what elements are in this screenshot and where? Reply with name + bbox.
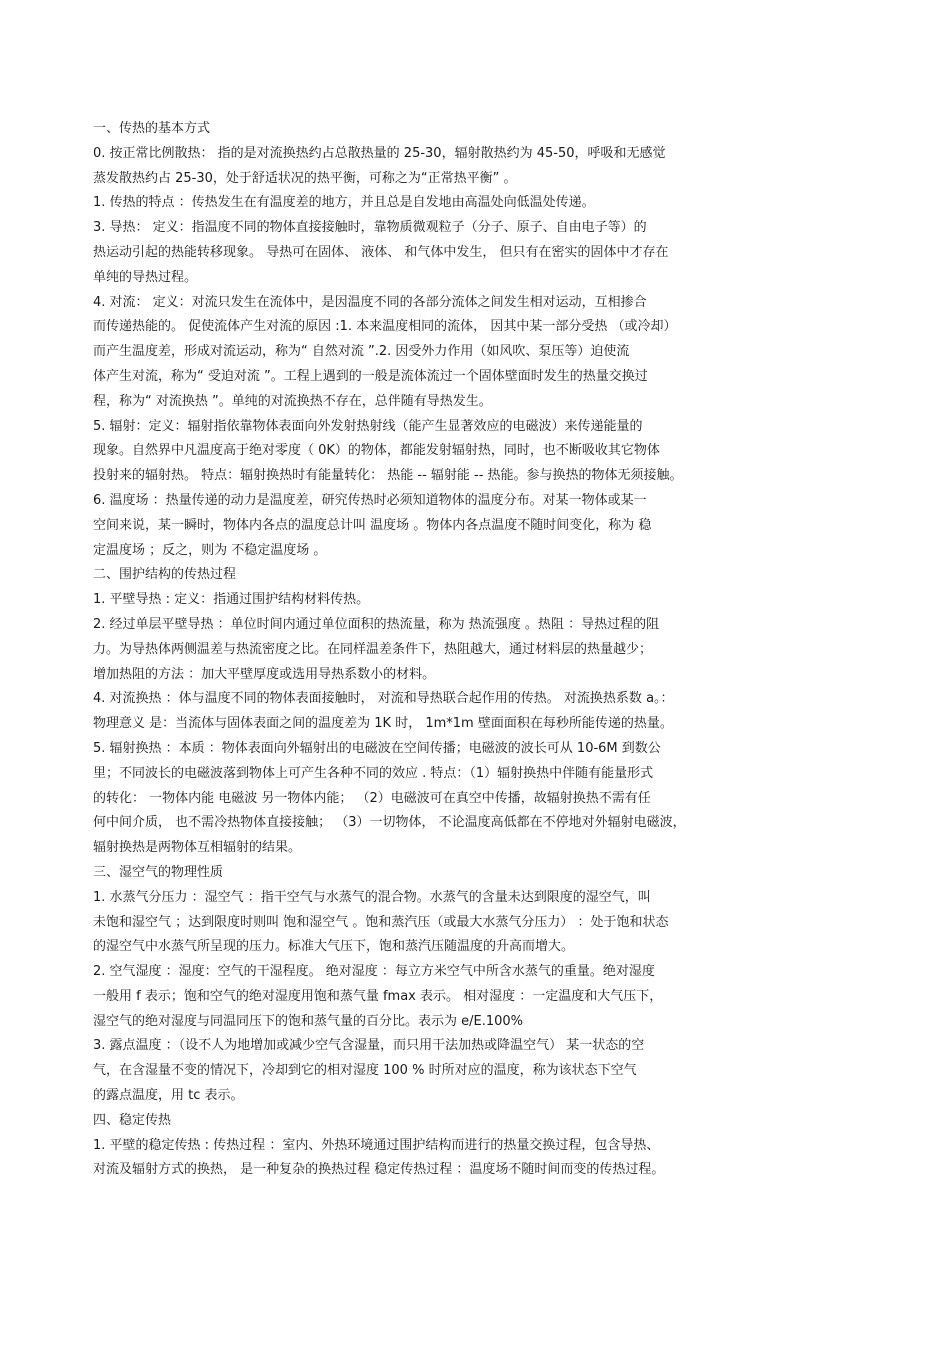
text-line: 对流及辐射方式的换热， 是一种复杂的换热过程 稳定传热过程 ：温度场不随时间而变的传热过程。 [93,1162,665,1178]
text-line: 1. 平壁导热 : 定义：指通过围护结构材料传热。 [93,592,370,608]
text-line: 单纯的导热过程。 [93,269,198,285]
text-line: 辐射换热是两物体互相辐射的结果。 [93,840,302,856]
text-line: 6. 温度场 ：热量传递的动力是温度差，研究传热时必须知道物体的温度分布。对某一物体或某一 [93,492,647,508]
text-line: 的转化： 一物体内能 电磁波 另一物体内能； （2）电磁波可在真空中传播，故辐射换热不需有任 [93,790,651,806]
text-line: 增加热阻的方法 ：加大平壁厚度或选用导热系数小的材料。 [93,666,436,682]
text-line: 未饱和湿空气 ；达到限度时则叫 饱和湿空气 。饱和蒸汽压（或最大水蒸气分压力） ：处于饱和状态 [93,914,669,930]
heading-3: 三、湿空气的物理性质 [93,864,224,880]
text-line: 1. 水蒸气分压力 ：湿空气 ：指干空气与水蒸气的混合物。水蒸气的含量未达到限度的湿空气，叫 [93,889,651,905]
text-line: 湿空气的绝对湿度与同温同压下的饱和蒸气量的百分比。表示为 e/E.100% [93,1013,524,1029]
text-line: 程，称为“ 对流换热 ”。单纯的对流换热不存在，总伴随有导热发生。 [93,393,492,409]
text-line: 4. 对流： 定义：对流只发生在流体中，是因温度不同的各部分流体之间发生相对运动，互相掺合 [93,294,647,310]
text-line: 5. 辐射：定义：辐射指依靠物体表面向外发射热射线（能产生显著效应的电磁波）来传递能量的 [93,418,643,434]
text-line: 而产生温度差，形成对流运动，称为“ 自然对流 ”.2. 因受外力作用（如风吹、泵压等）迫使流 [93,344,630,360]
heading-2: 二、围护结构的传热过程 [93,567,237,583]
text-line: 气，在含湿量不变的情况下，冷却到它的相对湿度 100 % 时所对应的温度，称为该状态下空气 [93,1063,637,1079]
text-line: 力。为导热体两侧温差与热流密度之比。在同样温差条件下，热阻越大，通过材料层的热量越少； [93,641,653,657]
text-line: 0. 按正常比例散热： 指的是对流换热约占总散热量的 25-30，辐射散热约为 45-50，呼吸和无感觉 [93,145,666,161]
text-line: 的湿空气中水蒸气所呈现的压力。标准大气压下，饱和蒸汽压随温度的升高而增大。 [93,939,575,955]
text-line: 4. 对流换热 ：体与温度不同的物体表面接触时， 对流和导热联合起作用的传热。 对流换热系数 a。： [93,691,674,707]
text-line: 热运动引起的热能转移现象。 导热可在固体、 液体、 和气体中发生， 但只有在密实的固体中才存在 [93,244,669,260]
text-line: 现象。自然界中凡温度高于绝对零度（ 0K）的物体，都能发射辐射热，同时，也不断吸收其它物体 [93,443,660,459]
heading-1: 一、传热的基本方式 [93,121,211,136]
text-line: 1. 平壁的稳定传热 : 传热过程 ：室内、外热环境通过围护结构而进行的热量交换过程，包含导热、 [93,1137,660,1153]
text-line: 1. 传热的特点 ：传热发生在有温度差的地方，并且总是自发地由高温处向低温处传递。 [93,195,595,211]
text-line: 蒸发散热约占 25-30，处于舒适状况的热平衡，可称之为“正常热平衡” 。 [93,170,517,186]
text-line: 定温度场 ；反之，则为 不稳定温度场 。 [93,542,327,558]
text-line: 2. 经过单层平壁导热 ：单位时间内通过单位面积的热流量，称为 热流强度 。热阻 ：导热过程的阻 [93,616,660,632]
text-line: 的露点温度，用 tc 表示。 [93,1088,244,1104]
text-line: 何中间介质， 也不需冷热物体直接接触； （3）一切物体， 不论温度高低都在不停地对外辐射电磁波， [93,815,686,831]
text-line: 体产生对流，称为“ 受迫对流 ”。工程上遇到的一般是流体流过一个固体壁面时发生的热量交换过 [93,368,648,384]
text-line: 而传递热能的。 促使流体产生对流的原因 :1. 本来温度相同的流体， 因其中某一部分受热 （或冷却） [93,319,677,335]
text-line: 空间来说，某一瞬时，物体内各点的温度总计叫 温度场 。物体内各点温度不随时间变化，称为 稳 [93,517,652,533]
text-line: 里；不同波长的电磁波落到物体上可产生各种不同的效应 . 特点：（1）辐射换热中伴随有能量形式 [93,765,654,781]
document-body [93,117,813,1183]
heading-4: 四、稳定传热 [93,1112,172,1128]
text-line: 3. 导热： 定义：指温度不同的物体直接接触时，靠物质微观粒子（分子、原子、自由电子等）的 [93,220,647,236]
text-line: 投射来的辐射热。 特点：辐射换热时有能量转化： 热能 -- 辐射能 -- 热能。参与换热的物体无须接触。 [93,468,683,484]
text-line: 2. 空气湿度 ：湿度：空气的干湿程度。 绝对湿度 ：每立方米空气中所含水蒸气的重量。绝对湿度 [93,964,655,980]
text-line: 物理意义 是：当流体与固体表面之间的温度差为 1K 时， 1m*1m 壁面面积在每秒所能传递的热量。 [93,716,673,732]
text-line: 3. 露点温度 ：（设不人为地增加或减少空气含湿量，而只用干法加热或降温空气） 某一状态的空 [93,1038,645,1054]
text-line: 5. 辐射换热 ：本质 ：物体表面向外辐射出的电磁波在空间传播；电磁波的波长可从 10-6M 到数公 [93,740,661,756]
text-line: 一般用 f 表示；饱和空气的绝对湿度用饱和蒸气量 fmax 表示。 相对湿度 ：一定温度和大气压下， [93,988,663,1004]
